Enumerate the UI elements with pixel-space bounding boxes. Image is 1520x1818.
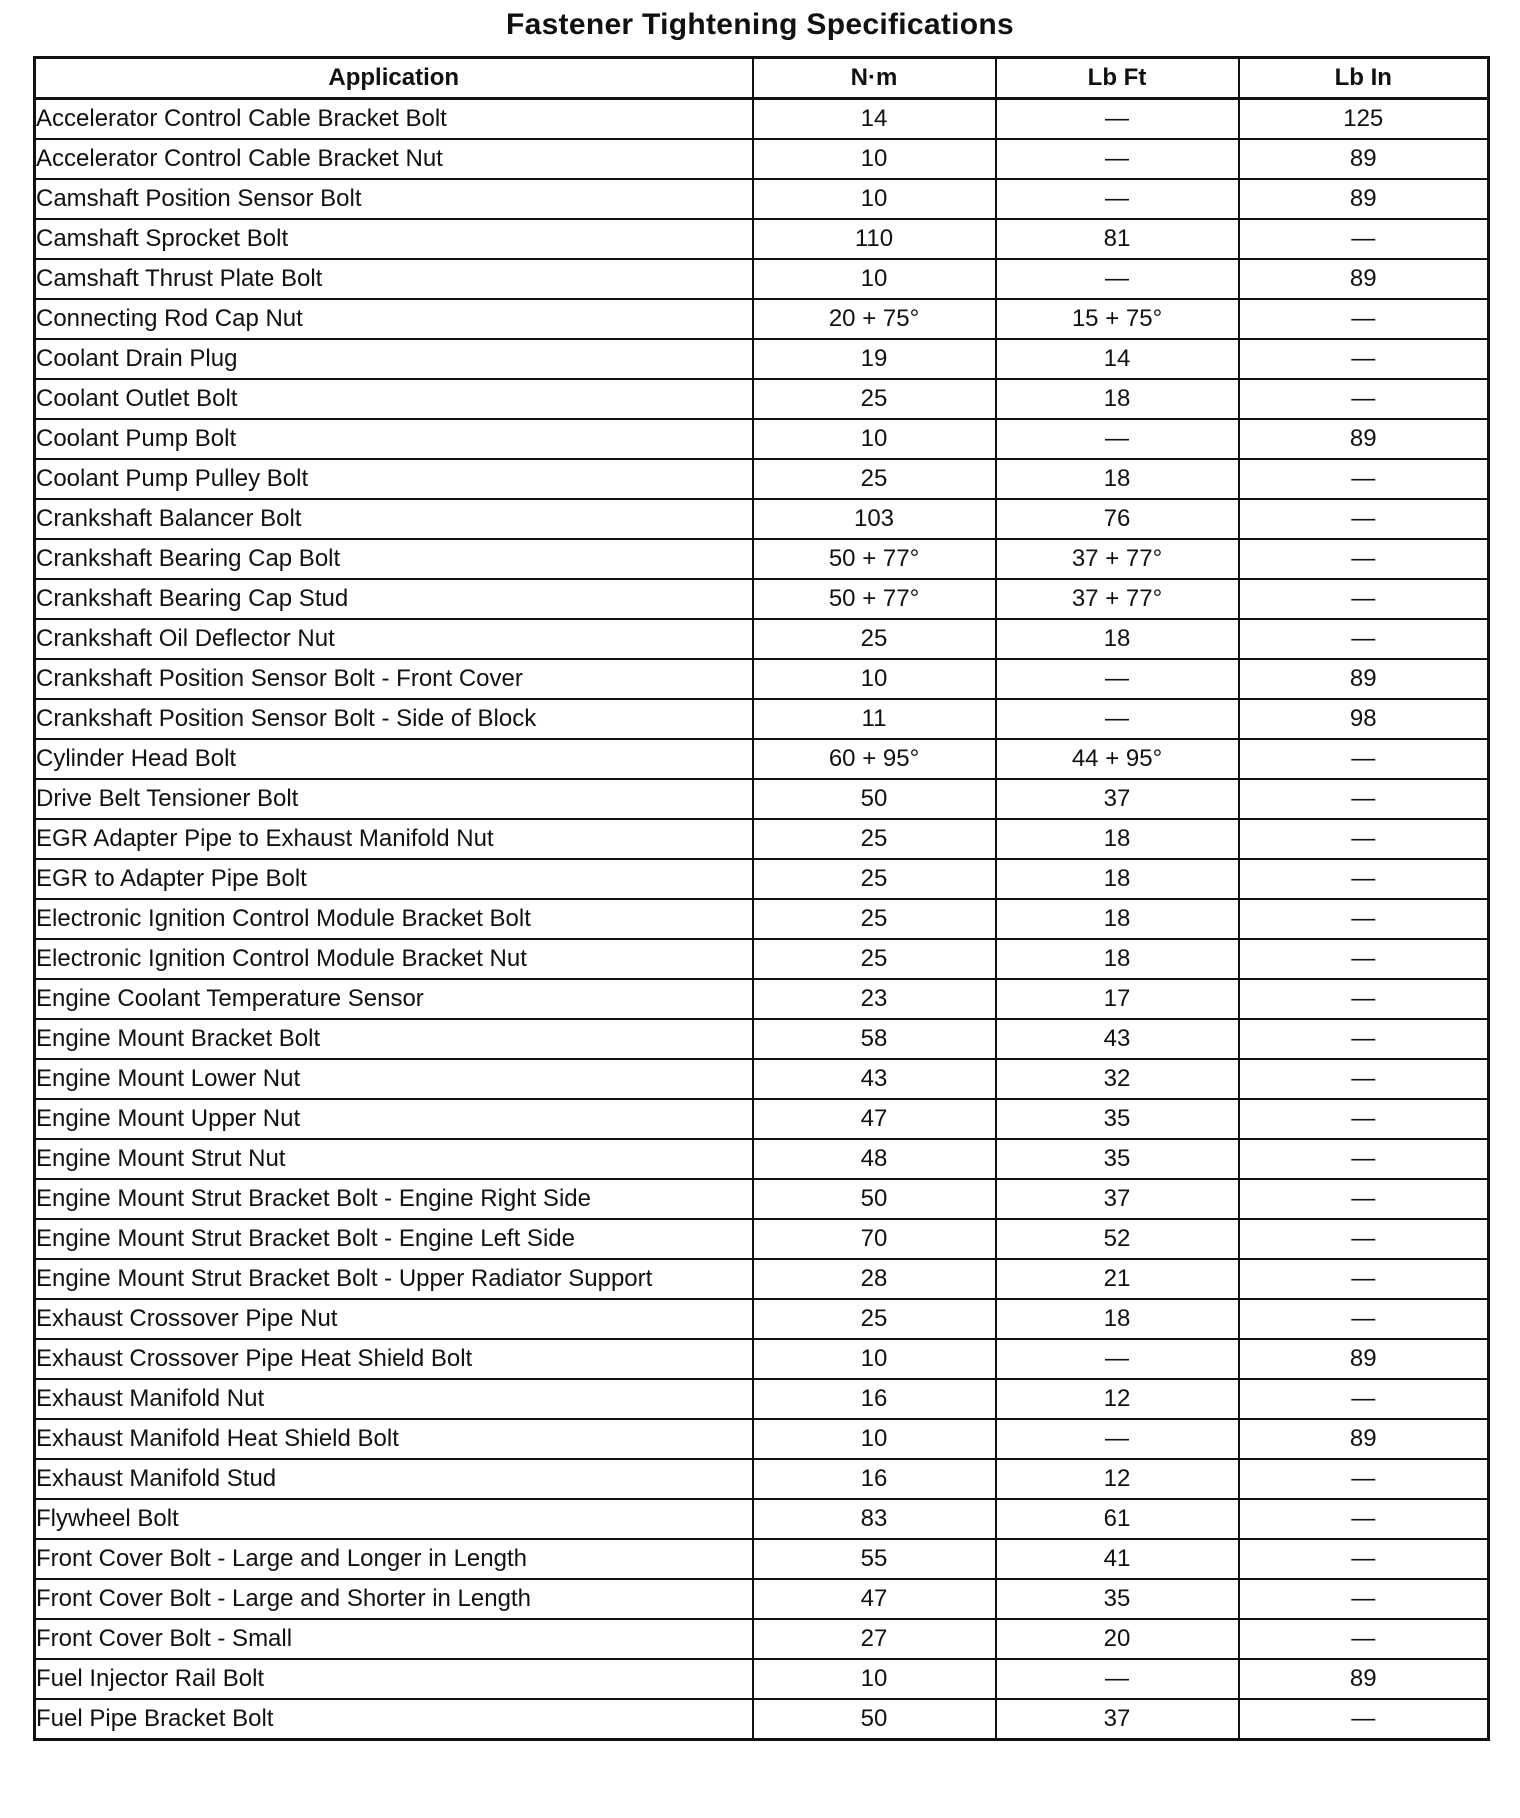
cell-lbin: — <box>1239 1139 1489 1179</box>
cell-nm: 10 <box>753 139 996 179</box>
table-row <box>35 939 1489 979</box>
cell-application: Fuel Injector Rail Bolt <box>35 1659 753 1699</box>
cell-nm: 14 <box>753 99 996 140</box>
cell-lbft: 35 <box>996 1099 1239 1139</box>
cell-application: Engine Coolant Temperature Sensor <box>35 979 753 1019</box>
cell-lbin: — <box>1239 1459 1489 1499</box>
cell-lbin: 89 <box>1239 139 1489 179</box>
cell-application: Exhaust Crossover Pipe Nut <box>35 1299 753 1339</box>
cell-lbft: — <box>996 139 1239 179</box>
cell-lbin: — <box>1239 859 1489 899</box>
table-row <box>35 819 1489 859</box>
cell-application: Coolant Drain Plug <box>35 339 753 379</box>
table-row <box>35 699 1489 739</box>
cell-lbin: — <box>1239 1099 1489 1139</box>
cell-nm: 55 <box>753 1539 996 1579</box>
cell-application: Crankshaft Position Sensor Bolt - Side of Block <box>35 699 753 739</box>
cell-lbin: — <box>1239 339 1489 379</box>
cell-lbft: 37 <box>996 1699 1239 1740</box>
cell-lbin: — <box>1239 939 1489 979</box>
cell-lbft: 43 <box>996 1019 1239 1059</box>
cell-lbft: 32 <box>996 1059 1239 1099</box>
cell-lbin: 89 <box>1239 179 1489 219</box>
cell-lbin: — <box>1239 1019 1489 1059</box>
cell-lbin: — <box>1239 459 1489 499</box>
table-row <box>35 899 1489 939</box>
cell-application: Engine Mount Lower Nut <box>35 1059 753 1099</box>
cell-nm: 23 <box>753 979 996 1019</box>
cell-lbin: — <box>1239 739 1489 779</box>
cell-lbft: — <box>996 659 1239 699</box>
cell-lbft: — <box>996 179 1239 219</box>
column-header-lbin: Lb In <box>1239 58 1489 99</box>
cell-nm: 10 <box>753 1339 996 1379</box>
cell-application: Accelerator Control Cable Bracket Nut <box>35 139 753 179</box>
column-header-nm: N·m <box>753 58 996 99</box>
cell-lbin: — <box>1239 1499 1489 1539</box>
cell-nm: 16 <box>753 1459 996 1499</box>
table-row <box>35 179 1489 219</box>
cell-nm: 48 <box>753 1139 996 1179</box>
cell-nm: 19 <box>753 339 996 379</box>
cell-application: Engine Mount Bracket Bolt <box>35 1019 753 1059</box>
table-row <box>35 1219 1489 1259</box>
table-row <box>35 1659 1489 1699</box>
cell-nm: 10 <box>753 1659 996 1699</box>
fastener-spec-table <box>33 56 1490 1741</box>
table-row <box>35 539 1489 579</box>
cell-nm: 10 <box>753 659 996 699</box>
cell-lbft: 81 <box>996 219 1239 259</box>
cell-nm: 50 + 77° <box>753 539 996 579</box>
table-row <box>35 1299 1489 1339</box>
table-row <box>35 1699 1489 1740</box>
cell-lbin: — <box>1239 899 1489 939</box>
cell-lbft: 15 + 75° <box>996 299 1239 339</box>
cell-lbin: — <box>1239 819 1489 859</box>
cell-lbin: 98 <box>1239 699 1489 739</box>
cell-lbft: 37 + 77° <box>996 539 1239 579</box>
table-row <box>35 299 1489 339</box>
table-row <box>35 1499 1489 1539</box>
cell-lbin: — <box>1239 1579 1489 1619</box>
table-row <box>35 1259 1489 1299</box>
table-row <box>35 339 1489 379</box>
cell-lbft: — <box>996 419 1239 459</box>
cell-lbft: 14 <box>996 339 1239 379</box>
cell-application: Front Cover Bolt - Large and Longer in Length <box>35 1539 753 1579</box>
cell-nm: 25 <box>753 899 996 939</box>
cell-lbin: — <box>1239 1259 1489 1299</box>
cell-nm: 103 <box>753 499 996 539</box>
cell-nm: 58 <box>753 1019 996 1059</box>
cell-application: EGR to Adapter Pipe Bolt <box>35 859 753 899</box>
cell-lbin: — <box>1239 1379 1489 1419</box>
table-row <box>35 1379 1489 1419</box>
cell-lbft: 17 <box>996 979 1239 1019</box>
cell-application: Camshaft Sprocket Bolt <box>35 219 753 259</box>
cell-application: Fuel Pipe Bracket Bolt <box>35 1699 753 1740</box>
cell-nm: 16 <box>753 1379 996 1419</box>
table-row <box>35 139 1489 179</box>
cell-application: Engine Mount Upper Nut <box>35 1099 753 1139</box>
table-row <box>35 1139 1489 1179</box>
cell-nm: 60 + 95° <box>753 739 996 779</box>
cell-lbin: — <box>1239 1059 1489 1099</box>
table-row <box>35 1459 1489 1499</box>
cell-application: Exhaust Crossover Pipe Heat Shield Bolt <box>35 1339 753 1379</box>
table-row <box>35 499 1489 539</box>
cell-application: Engine Mount Strut Bracket Bolt - Engine Right Side <box>35 1179 753 1219</box>
cell-lbin: — <box>1239 539 1489 579</box>
cell-lbin: 89 <box>1239 1339 1489 1379</box>
cell-lbin: — <box>1239 1219 1489 1259</box>
cell-nm: 25 <box>753 1299 996 1339</box>
cell-lbft: 12 <box>996 1379 1239 1419</box>
cell-application: Electronic Ignition Control Module Bracket Bolt <box>35 899 753 939</box>
cell-nm: 47 <box>753 1099 996 1139</box>
cell-lbft: 20 <box>996 1619 1239 1659</box>
cell-lbft: — <box>996 259 1239 299</box>
cell-application: Exhaust Manifold Heat Shield Bolt <box>35 1419 753 1459</box>
cell-nm: 25 <box>753 939 996 979</box>
cell-nm: 47 <box>753 1579 996 1619</box>
cell-lbin: — <box>1239 619 1489 659</box>
cell-application: Cylinder Head Bolt <box>35 739 753 779</box>
cell-nm: 11 <box>753 699 996 739</box>
cell-lbft: 35 <box>996 1139 1239 1179</box>
cell-lbin: — <box>1239 779 1489 819</box>
cell-lbin: — <box>1239 1539 1489 1579</box>
cell-lbft: 18 <box>996 859 1239 899</box>
cell-application: Coolant Pump Bolt <box>35 419 753 459</box>
table-row <box>35 659 1489 699</box>
cell-lbft: — <box>996 1419 1239 1459</box>
cell-lbft: — <box>996 699 1239 739</box>
cell-nm: 110 <box>753 219 996 259</box>
cell-lbft: 37 + 77° <box>996 579 1239 619</box>
table-row <box>35 1339 1489 1379</box>
table-row <box>35 379 1489 419</box>
table-row <box>35 779 1489 819</box>
cell-lbft: 61 <box>996 1499 1239 1539</box>
cell-application: Camshaft Thrust Plate Bolt <box>35 259 753 299</box>
cell-lbft: 18 <box>996 379 1239 419</box>
cell-application: Crankshaft Bearing Cap Bolt <box>35 539 753 579</box>
cell-lbin: — <box>1239 219 1489 259</box>
table-row <box>35 739 1489 779</box>
cell-nm: 25 <box>753 379 996 419</box>
cell-nm: 25 <box>753 459 996 499</box>
cell-lbft: 18 <box>996 619 1239 659</box>
cell-nm: 70 <box>753 1219 996 1259</box>
cell-lbft: 44 + 95° <box>996 739 1239 779</box>
table-row <box>35 1059 1489 1099</box>
cell-nm: 50 <box>753 779 996 819</box>
header-row <box>35 58 1489 99</box>
cell-nm: 10 <box>753 419 996 459</box>
table-body <box>35 99 1489 1740</box>
cell-application: Flywheel Bolt <box>35 1499 753 1539</box>
cell-lbft: 18 <box>996 939 1239 979</box>
table-row <box>35 459 1489 499</box>
cell-lbin: 89 <box>1239 259 1489 299</box>
cell-lbft: 76 <box>996 499 1239 539</box>
cell-lbin: 89 <box>1239 419 1489 459</box>
cell-nm: 50 + 77° <box>753 579 996 619</box>
cell-lbin: 89 <box>1239 659 1489 699</box>
cell-lbft: 12 <box>996 1459 1239 1499</box>
cell-lbft: 35 <box>996 1579 1239 1619</box>
cell-lbft: — <box>996 99 1239 140</box>
table-row <box>35 259 1489 299</box>
cell-application: Camshaft Position Sensor Bolt <box>35 179 753 219</box>
cell-lbin: 89 <box>1239 1659 1489 1699</box>
table-row <box>35 579 1489 619</box>
cell-lbin: — <box>1239 979 1489 1019</box>
column-header-lbft: Lb Ft <box>996 58 1239 99</box>
table-row <box>35 1099 1489 1139</box>
cell-nm: 25 <box>753 819 996 859</box>
cell-application: Exhaust Manifold Stud <box>35 1459 753 1499</box>
cell-nm: 10 <box>753 179 996 219</box>
cell-nm: 83 <box>753 1499 996 1539</box>
cell-application: Engine Mount Strut Bracket Bolt - Engine Left Side <box>35 1219 753 1259</box>
cell-lbin: — <box>1239 1699 1489 1740</box>
table-row <box>35 1019 1489 1059</box>
table-row <box>35 1619 1489 1659</box>
cell-lbft: 18 <box>996 459 1239 499</box>
cell-nm: 10 <box>753 259 996 299</box>
cell-application: Crankshaft Balancer Bolt <box>35 499 753 539</box>
cell-nm: 10 <box>753 1419 996 1459</box>
cell-lbin: — <box>1239 499 1489 539</box>
cell-nm: 25 <box>753 619 996 659</box>
cell-nm: 25 <box>753 859 996 899</box>
cell-application: Coolant Outlet Bolt <box>35 379 753 419</box>
cell-application: Drive Belt Tensioner Bolt <box>35 779 753 819</box>
cell-application: Accelerator Control Cable Bracket Bolt <box>35 99 753 140</box>
cell-lbft: 18 <box>996 899 1239 939</box>
cell-application: Front Cover Bolt - Small <box>35 1619 753 1659</box>
cell-lbin: 125 <box>1239 99 1489 140</box>
cell-application: Front Cover Bolt - Large and Shorter in Length <box>35 1579 753 1619</box>
cell-lbin: 89 <box>1239 1419 1489 1459</box>
cell-application: Engine Mount Strut Bracket Bolt - Upper Radiator Support <box>35 1259 753 1299</box>
cell-lbin: — <box>1239 299 1489 339</box>
cell-lbft: 18 <box>996 819 1239 859</box>
cell-lbft: 18 <box>996 1299 1239 1339</box>
cell-lbft: 52 <box>996 1219 1239 1259</box>
cell-lbin: — <box>1239 1179 1489 1219</box>
table-row <box>35 1579 1489 1619</box>
cell-nm: 20 + 75° <box>753 299 996 339</box>
table-row <box>35 1179 1489 1219</box>
cell-lbin: — <box>1239 379 1489 419</box>
cell-lbin: — <box>1239 1299 1489 1339</box>
cell-nm: 28 <box>753 1259 996 1299</box>
cell-application: Engine Mount Strut Nut <box>35 1139 753 1179</box>
table-row <box>35 219 1489 259</box>
cell-lbft: — <box>996 1659 1239 1699</box>
cell-nm: 27 <box>753 1619 996 1659</box>
cell-lbft: 37 <box>996 779 1239 819</box>
cell-lbin: — <box>1239 579 1489 619</box>
cell-lbft: 21 <box>996 1259 1239 1299</box>
column-header-application: Application <box>35 58 753 99</box>
cell-nm: 43 <box>753 1059 996 1099</box>
cell-application: Crankshaft Position Sensor Bolt - Front Cover <box>35 659 753 699</box>
table-row <box>35 1539 1489 1579</box>
table-row <box>35 1419 1489 1459</box>
cell-application: Crankshaft Bearing Cap Stud <box>35 579 753 619</box>
cell-lbft: 37 <box>996 1179 1239 1219</box>
cell-application: EGR Adapter Pipe to Exhaust Manifold Nut <box>35 819 753 859</box>
cell-application: Connecting Rod Cap Nut <box>35 299 753 339</box>
cell-application: Coolant Pump Pulley Bolt <box>35 459 753 499</box>
table-row <box>35 619 1489 659</box>
table-row <box>35 859 1489 899</box>
table-row <box>35 419 1489 459</box>
page-title: Fastener Tightening Specifications <box>505 8 1015 41</box>
cell-nm: 50 <box>753 1179 996 1219</box>
table-row <box>35 979 1489 1019</box>
table-row <box>35 99 1489 140</box>
cell-nm: 50 <box>753 1699 996 1740</box>
cell-lbft: — <box>996 1339 1239 1379</box>
cell-lbft: 41 <box>996 1539 1239 1579</box>
cell-application: Exhaust Manifold Nut <box>35 1379 753 1419</box>
cell-application: Electronic Ignition Control Module Bracket Nut <box>35 939 753 979</box>
cell-lbin: — <box>1239 1619 1489 1659</box>
cell-application: Crankshaft Oil Deflector Nut <box>35 619 753 659</box>
